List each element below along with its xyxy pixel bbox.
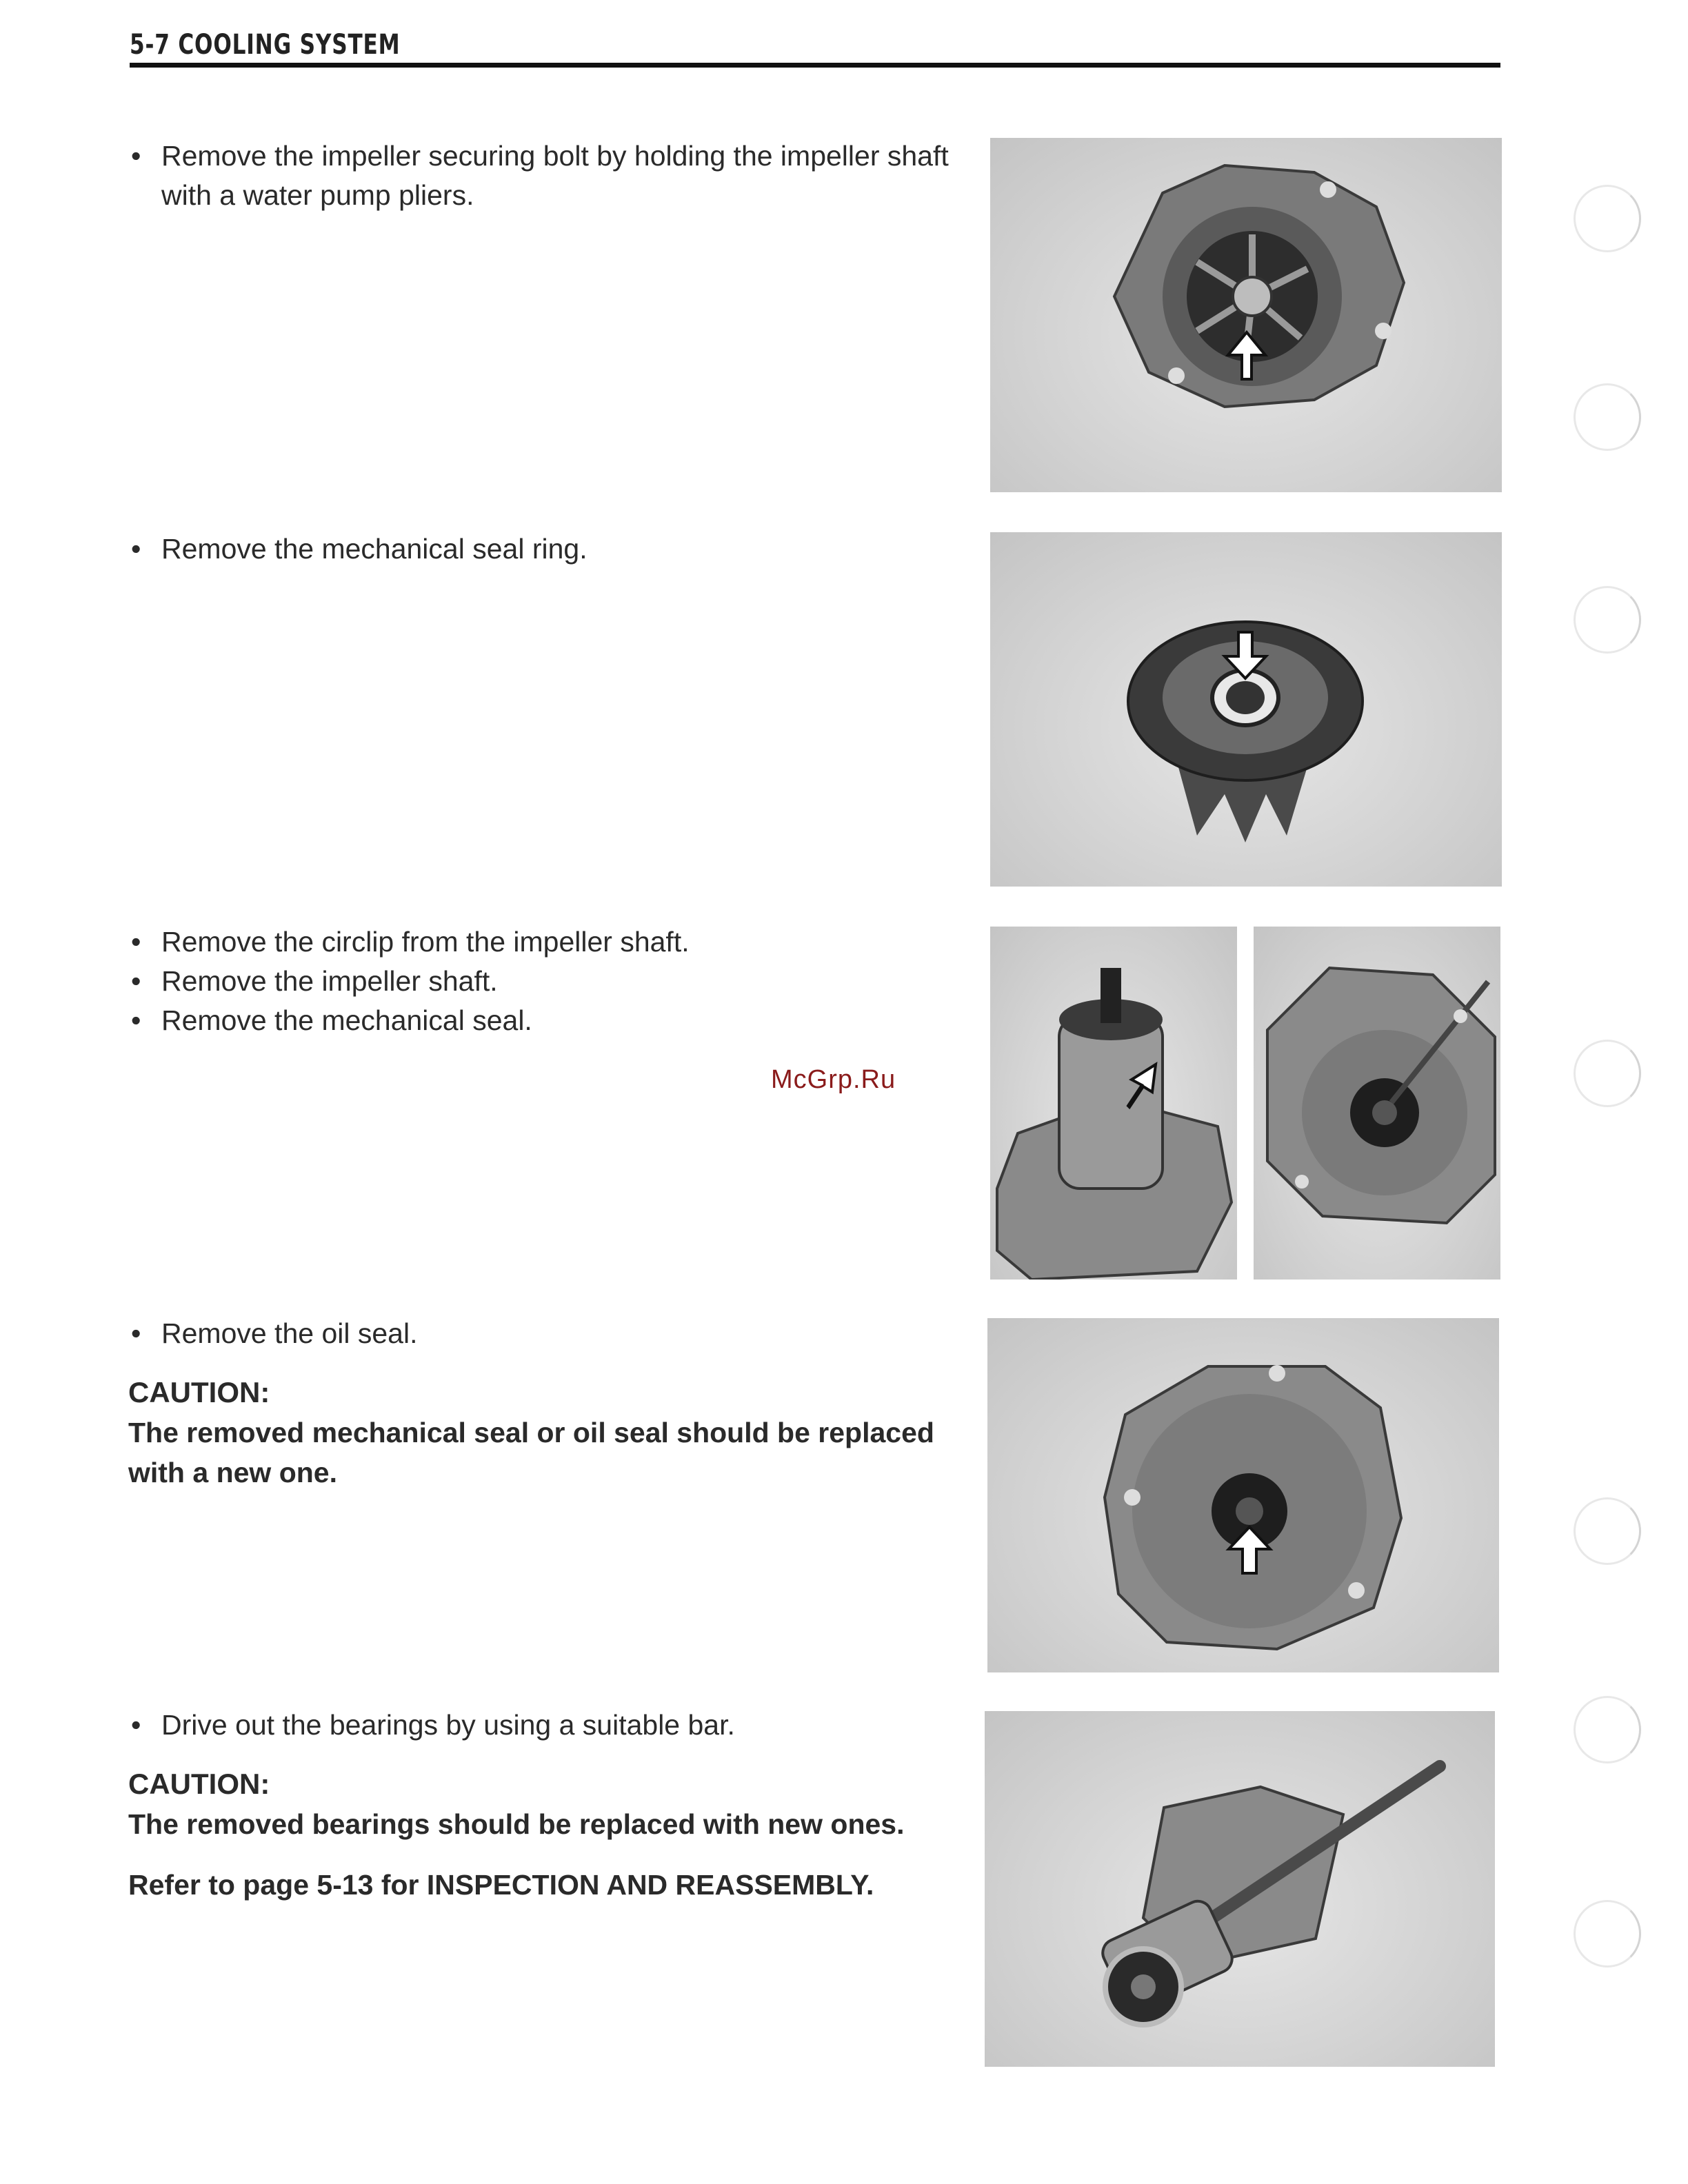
watermark: McGrp.Ru bbox=[771, 1065, 896, 1094]
binder-hole bbox=[1574, 185, 1641, 252]
caution-text: The removed bearings should be replaced with new ones. bbox=[128, 1808, 905, 1840]
photo-oil-seal bbox=[987, 1318, 1499, 1672]
step-4-bullet-1: • Remove the oil seal. bbox=[128, 1314, 956, 1353]
step-1-bullet-1: • Remove the impeller securing bolt by holding the impeller shaft with a water pump pliers. bbox=[128, 136, 956, 215]
binder-hole bbox=[1574, 383, 1641, 451]
binder-hole bbox=[1574, 1040, 1641, 1107]
binder-hole bbox=[1574, 1900, 1641, 1968]
step-1 bbox=[128, 136, 956, 215]
step-2-bullet-1: • Remove the mechanical seal ring. bbox=[128, 529, 956, 569]
step-5-bullet-1: • Drive out the bearings by using a suitable bar. bbox=[128, 1706, 956, 1745]
photo-impeller-bolt bbox=[990, 138, 1502, 492]
step-3-bullet-2: • Remove the impeller shaft. bbox=[128, 962, 956, 1001]
step-3-bullet-1: • Remove the circlip from the impeller shaft. bbox=[128, 922, 956, 962]
step-5 bbox=[128, 1706, 956, 1905]
header-rule bbox=[130, 63, 1500, 68]
photo-bearings bbox=[985, 1711, 1495, 2067]
caution-text: The removed mechanical seal or oil seal should be replaced with a new one. bbox=[128, 1417, 934, 1488]
binder-hole bbox=[1574, 1696, 1641, 1763]
photo-mechanical-seal bbox=[1254, 927, 1500, 1280]
step-3 bbox=[128, 922, 956, 1040]
caution-title: CAUTION: bbox=[128, 1376, 270, 1408]
caution-title: CAUTION: bbox=[128, 1768, 270, 1800]
binder-hole bbox=[1574, 586, 1641, 654]
page-title: 5-7 COOLING SYSTEM bbox=[130, 29, 401, 61]
step-4 bbox=[128, 1314, 956, 1493]
step-2 bbox=[128, 529, 956, 569]
photo-mechanical-seal-ring bbox=[990, 532, 1502, 887]
photo-circlip bbox=[990, 927, 1237, 1280]
step-3-bullet-3: • Remove the mechanical seal. bbox=[128, 1001, 956, 1040]
reference-note: Refer to page 5-13 for INSPECTION AND REASSEMBLY. bbox=[128, 1869, 874, 1901]
binder-hole bbox=[1574, 1497, 1641, 1565]
page-header bbox=[130, 26, 1500, 68]
